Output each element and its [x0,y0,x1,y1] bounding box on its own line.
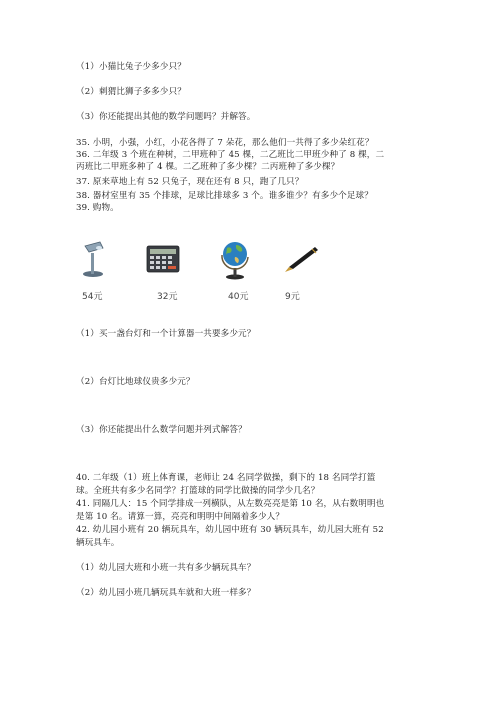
price-calculator: 32元 [157,292,178,302]
q39-sub1: （1）买一盏台灯和一个计算器一共要多少元？ [76,329,256,339]
globe-icon [218,238,252,280]
q34-sub2: （2）刺猬比狮子多多少只？ [76,87,186,97]
q42-sub1: （1）幼儿园大班和小班一共有多少辆玩具车？ [76,563,256,573]
price-globe: 40元 [228,292,249,302]
desk-lamp-icon [80,240,106,278]
q42-line2: 辆玩具车。 [76,538,120,548]
q35-text: 35. 小明，小强，小红，小花各得了 7 朵花，那么他们一共得了多少朵红花？ [76,138,374,148]
q42-sub2: （2）幼儿园小班几辆玩具车就和大班一样多？ [76,588,256,598]
q39-sub3: （3）你还能提出什么数学问题并列式解答？ [76,425,247,435]
q37-text: 37. 原来草地上有 52 只兔子，现在还有 8 只，跑了几只？ [76,177,304,187]
price-pen: 9元 [285,292,300,302]
calculator-icon [146,245,180,273]
pen-icon [282,244,320,274]
q38-text: 38. 器材室里有 35 个排球，足球比排球多 3 个。谁多谁少？有多少个足球？ [76,191,373,201]
q40-line2: 球。全班共有多少名同学？打篮球的同学比做操的同学少几名？ [76,486,320,496]
q42-line1: 42. 幼儿园小班有 20 辆玩具车，幼儿园中班有 30 辆玩具车，幼儿园大班有 52 [76,525,384,535]
q36-line2: 丙班比二甲班多种了 4 棵。二乙班种了多少棵？二丙班种了多少棵？ [76,162,340,172]
q39-title: 39. 购物。 [76,203,119,213]
q39-sub2: （2）台灯比地球仪贵多少元？ [76,377,195,387]
q41-line1: 41. 同隔几人：15 个同学排成一列横队，从左数亮亮是第 10 名，从右数明明也 [76,499,385,509]
q41-line2: 是第 10 名。请算一算，亮亮和明明中间隔着多少人？ [76,512,285,522]
q34-sub3: （3）你还能提出其他的数学问题吗？并解答。 [76,112,256,122]
q34-sub1: （1）小猫比兔子少多少只？ [76,62,186,72]
price-desk-lamp: 54元 [82,292,103,302]
q40-line1: 40. 二年级（1）班上体育课，老师让 24 名同学做操，剩下的 18 名同学打篮 [76,473,376,483]
q36-line1: 36. 二年级 3 个班在种树，二甲班种了 45 棵，二乙班比二甲班少种了 8 棵，二 [76,150,385,160]
